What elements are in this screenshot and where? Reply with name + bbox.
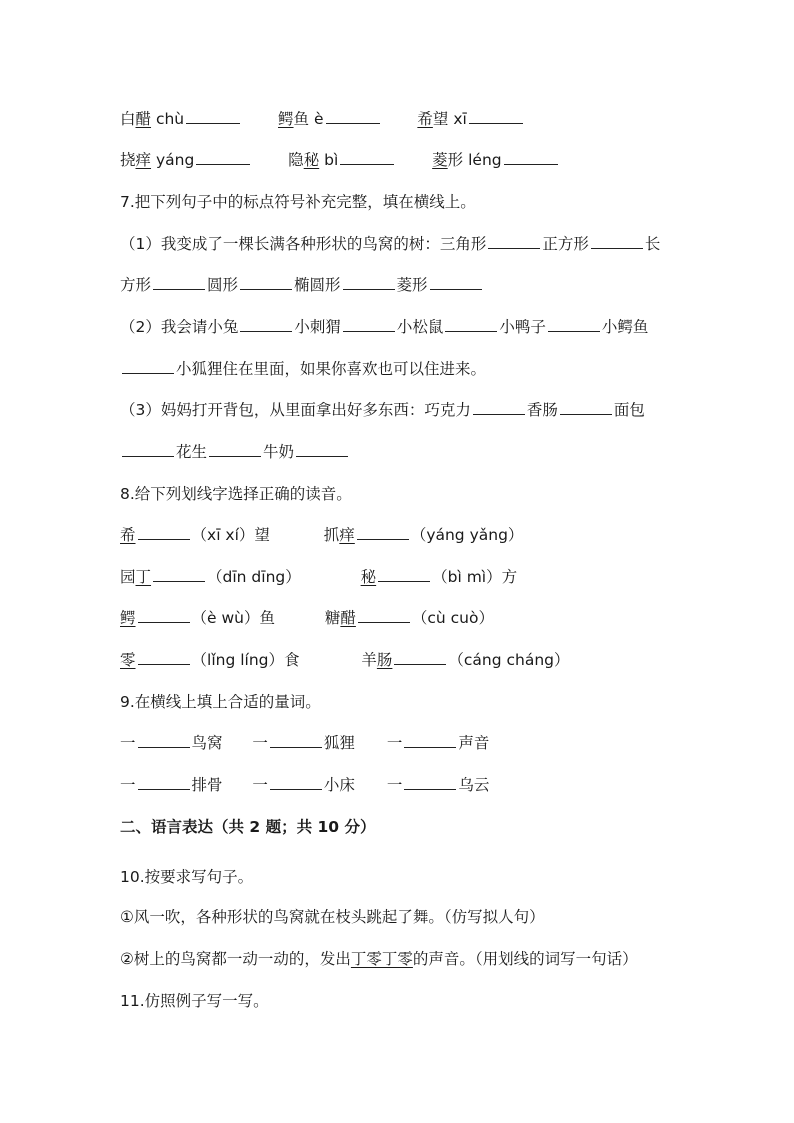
q10-sentence-2: ②树上的鸟窝都一动一动的，发出丁零丁零的声音。（用划线的词写一句话） [120,950,638,968]
answer-blank[interactable] [340,148,394,165]
answer-blank[interactable] [591,232,643,249]
answer-blank[interactable] [270,731,322,748]
question-10-title: 10.按要求写句子。 [120,868,254,886]
answer-blank[interactable] [122,357,174,374]
question-11-title: 11.仿照例子写一写。 [120,992,269,1010]
pinyin-item: 希望 xī [417,110,467,128]
answer-blank[interactable] [343,273,395,290]
q8-row: 园丁 （dīn dīng） 秘 （bì mì）方 [120,565,517,589]
answer-blank[interactable] [357,523,409,540]
q9-row: 一 鸟窝 一 狐狸 一 声音 [120,731,489,755]
section-2-heading: 二、语言表达（共 2 题；共 10 分） [120,818,376,836]
answer-blank[interactable] [394,648,446,665]
answer-blank[interactable] [404,731,456,748]
answer-blank[interactable] [138,773,190,790]
pinyin-item: 隐秘 bì [288,151,339,169]
answer-blank[interactable] [138,606,190,623]
pinyin-item: 白醋 chù [120,110,185,128]
answer-blank[interactable] [404,773,456,790]
answer-blank[interactable] [430,273,482,290]
answer-blank[interactable] [186,107,240,124]
answer-blank[interactable] [488,232,540,249]
answer-blank[interactable] [473,398,525,415]
pinyin-item: 挠痒 yáng [120,151,195,169]
answer-blank[interactable] [560,398,612,415]
answer-blank[interactable] [326,107,380,124]
answer-blank[interactable] [343,315,395,332]
answer-blank[interactable] [445,315,497,332]
answer-blank[interactable] [209,440,261,457]
q7-sentence-3-line-1: （3）妈妈打开背包，从里面拿出好多东西：巧克力 香肠 面包 [120,398,645,422]
q7-sentence-1-line-1: （1）我变成了一棵长满各种形状的鸟窝的树：三角形 正方形 长 [120,232,660,256]
answer-blank[interactable] [153,273,205,290]
question-8-title: 8.给下列划线字选择正确的读音。 [120,485,352,503]
answer-blank[interactable] [358,606,410,623]
pinyin-item: 鳄鱼 è [278,110,324,128]
q9-row: 一 排骨 一 小床 一 乌云 [120,773,489,797]
q10-sentence-1: ①风一吹，各种形状的鸟窝就在枝头跳起了舞。（仿写拟人句） [120,908,545,926]
answer-blank[interactable] [378,565,430,582]
q7-sentence-3-line-2: 花生 牛奶 [120,440,350,464]
answer-blank[interactable] [122,440,174,457]
answer-blank[interactable] [240,315,292,332]
answer-blank[interactable] [504,148,558,165]
question-9-title: 9.在横线上填上合适的量词。 [120,693,321,711]
answer-blank[interactable] [153,565,205,582]
answer-blank[interactable] [296,440,348,457]
q8-row: 零 （lǐng líng）食 羊肠 （cáng cháng） [120,648,570,672]
q8-row: 鳄 （è wù）鱼 糖醋 （cù cuò） [120,606,494,630]
q7-sentence-1-line-2: 方形 圆形 椭圆形 菱形 [120,273,484,297]
pinyin-item: 菱形 léng [432,151,502,169]
answer-blank[interactable] [138,523,190,540]
answer-blank[interactable] [270,773,322,790]
question-7-title: 7.把下列句子中的标点符号补充完整，填在横线上。 [120,193,476,211]
answer-blank[interactable] [240,273,292,290]
answer-blank[interactable] [196,148,250,165]
answer-blank[interactable] [548,315,600,332]
answer-blank[interactable] [138,648,190,665]
answer-blank[interactable] [138,731,190,748]
answer-blank[interactable] [469,107,523,124]
pinyin-row-1 [120,107,525,131]
pinyin-row-2 [120,148,560,172]
q7-sentence-2-line-1: （2）我会请小兔 小刺猬 小松鼠 小鸭子 小鳄鱼 [120,315,648,339]
q7-sentence-2-line-2: 小狐狸住在里面，如果你喜欢也可以住进来。 [120,357,486,381]
q8-row: 希 （xī xí）望 抓痒 （yáng yǎng） [120,523,523,547]
